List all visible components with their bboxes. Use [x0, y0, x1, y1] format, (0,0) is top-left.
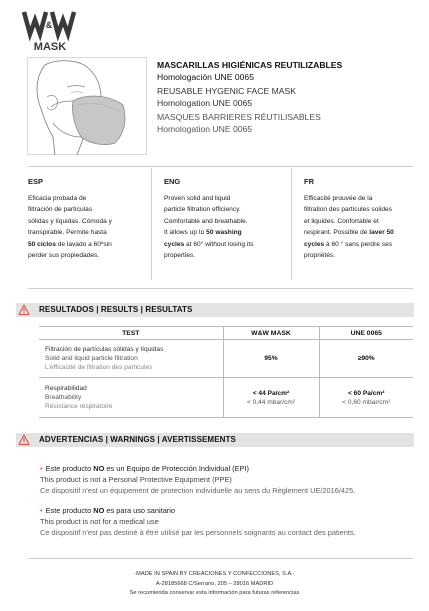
col-une: UNE 0065	[319, 327, 413, 340]
results-band	[16, 303, 414, 317]
footer-address: A-28185668 C/Serrano, 205 – 28016 MADRID	[155, 580, 274, 587]
table-header-row	[39, 327, 413, 340]
warning-medical: • Este producto NO es para uso sanitario This product is not for a medical use Ce dispositif n'est pas destiné à être utilisé par les personnels soignants au contact des patients.	[40, 506, 356, 537]
table-row: Filtración de partículas sólidas y líquidas Solid and liquid particle filtration L'efficacité de filtration des particules 95% ≥90%	[39, 340, 413, 378]
warning-triangle-icon	[18, 304, 30, 316]
divider-mid	[28, 288, 413, 289]
en-homologation: Homologation UNE 0065	[157, 98, 253, 108]
bullet-icon: •	[40, 506, 43, 515]
warnings-band	[16, 433, 414, 447]
col-test: TEST	[39, 327, 223, 340]
logo-word: MASK	[33, 41, 67, 53]
warning-ppe: • Este producto NO es un Equipo de Protección Individual (EPI) This product is not a Personal Protective Equipment (PPE) Ce dispositif n'est un équipement de protection individuelle au sens du Règlement UE/2016/425.	[40, 464, 356, 495]
fr-homologation: Homologation UNE 0065	[157, 124, 253, 134]
fr-code: FR	[304, 177, 314, 186]
face-mask-illustration	[27, 57, 147, 155]
footer	[0, 570, 429, 599]
column-divider	[151, 168, 152, 280]
en-title: REUSABLE HYGENIC FACE MASK	[157, 86, 296, 96]
fr-title: MASQUES BARRIERES RÉUTILISABLES	[157, 112, 321, 122]
footer-note: Se recomienda conservar esta información para futuras referencias	[129, 590, 300, 596]
footer-maker: ·MADE IN SPAIN BY CREACIONES Y CONFECCIONES, S.A.·	[134, 571, 295, 577]
svg-text:&: &	[45, 20, 53, 30]
es-title: MASCARILLAS HIGIÉNICAS REUTILIZABLES	[157, 60, 343, 70]
column-divider	[291, 168, 292, 280]
es-homologation: Homologación UNE 0065	[157, 72, 254, 82]
divider-bottom	[28, 558, 413, 559]
esp-column: ESP Eficacia probada de filtración de partículas sólidas y líquidas. Cómoda y transpirable. Permite hasta 50 ciclos de lavado a 60ºsin perder sus propiedades.	[28, 176, 146, 262]
eng-code: ENG	[164, 177, 181, 186]
warnings-title: ADVERTENCIAS | WARNINGS | AVERTISSEMENTS	[39, 435, 236, 444]
divider-top	[28, 166, 413, 167]
col-ww-mask: W&W MASK	[223, 327, 319, 340]
esp-code: ESP	[28, 177, 44, 186]
fr-column: FR Efficacité prouvée de la filtration des particules solides et liquides. Confortable et respirant. Possible de laver 50 cycles à 60 ° sans perdre ses propriétés.	[304, 176, 416, 262]
bullet-icon: •	[40, 464, 43, 473]
results-table	[39, 326, 413, 418]
ww-mask-logo	[22, 8, 82, 54]
results-title: RESULTADOS | RESULTS | RESULTATS	[39, 305, 193, 314]
table-row: Respirabilidad Breathability Résistance respiratoire < 44 Pa/cm² < 0,44 mbar/cm² < 60 Pa/cm² < 0,60 mbar/cm²	[39, 378, 413, 418]
warning-triangle-icon	[18, 434, 30, 446]
eng-column: ENG Proven solid and liquid particle filtration efficiency. Comfortable and breathable. It allows up to 50 washing cycles at 60° without losing its properties.	[164, 176, 282, 262]
